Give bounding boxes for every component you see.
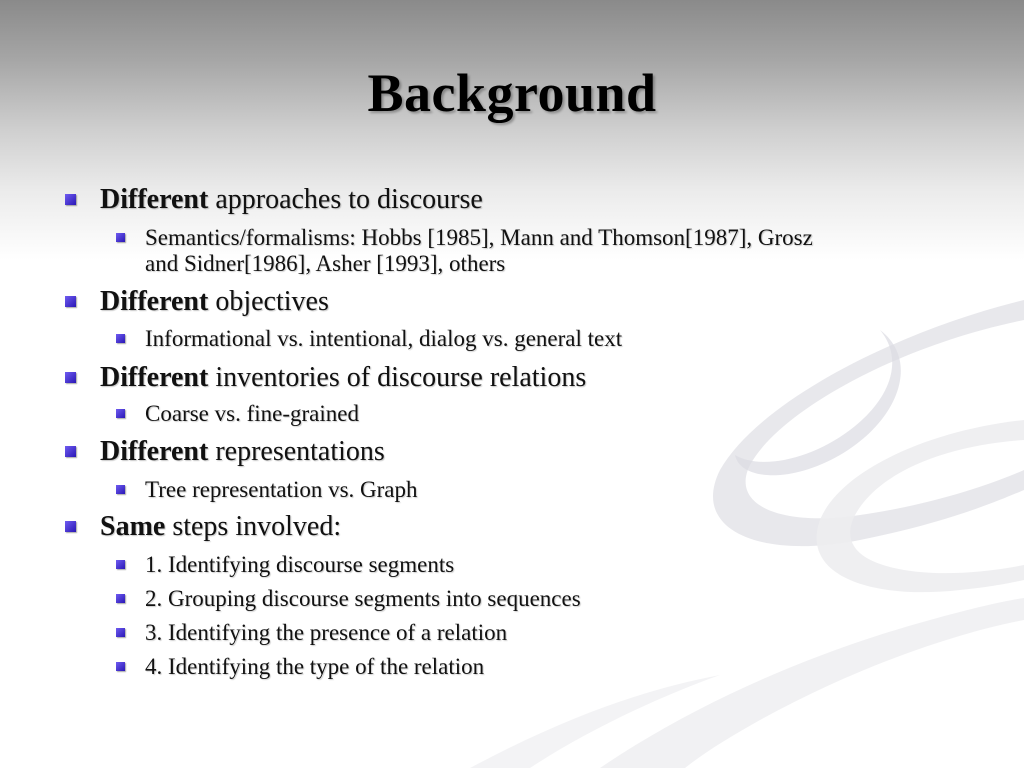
bullet-bold-word: Different [100, 362, 209, 393]
bullet-text: steps involved: [165, 511, 342, 542]
square-bullet-icon [116, 334, 125, 343]
square-bullet-icon [116, 409, 125, 418]
sub-bullet-item-coarse [145, 401, 359, 427]
sub-bullet-text: Tree representation vs. Graph [145, 477, 418, 502]
square-bullet-icon [65, 521, 76, 532]
sub-bullet-text: 1. Identifying discourse segments [145, 552, 455, 577]
bullet-text: objectives [208, 286, 329, 317]
bullet-item-inventories [100, 362, 586, 394]
square-bullet-icon [65, 296, 76, 307]
bullet-item-representations [100, 436, 385, 468]
bullet-bold-word: Same [100, 511, 166, 542]
sub-bullet-text: 4. Identifying the type of the relation [145, 654, 485, 679]
sub-bullet-item-tree [145, 477, 418, 503]
sub-bullet-text: 2. Grouping discourse segments into sequences [145, 586, 581, 611]
bullet-bold-word: Different [100, 184, 209, 215]
sub-bullet-text: Informational vs. intentional, dialog vs. general text [145, 326, 623, 351]
square-bullet-icon [116, 560, 125, 569]
square-bullet-icon [65, 194, 76, 205]
slide-title: Background [367, 63, 657, 123]
square-bullet-icon [116, 485, 125, 494]
sub-bullet-text-line-1: Semantics/formalisms: Hobbs [1985], Mann and Thomson[1987], Grosz [145, 225, 813, 250]
bullet-item-objectives [100, 286, 329, 318]
sub-bullet-text: 3. Identifying the presence of a relation [145, 620, 508, 645]
sub-bullet-item-informational [145, 326, 622, 352]
sub-bullet-item-step-4 [145, 654, 484, 680]
bullet-bold-word: Different [100, 286, 209, 317]
bullet-item-steps [100, 511, 341, 543]
square-bullet-icon [116, 233, 125, 242]
bullet-bold-word: Different [100, 436, 209, 467]
square-bullet-icon [65, 372, 76, 383]
square-bullet-icon [116, 628, 125, 637]
square-bullet-icon [65, 446, 76, 457]
bullet-text: inventories of discourse relations [208, 362, 587, 393]
sub-bullet-item-step-3 [145, 620, 507, 646]
sub-bullet-text: Coarse vs. fine-grained [145, 401, 359, 426]
sub-bullet-item-semantics [145, 225, 813, 277]
square-bullet-icon [116, 662, 125, 671]
sub-bullet-item-step-2 [145, 586, 581, 612]
bullet-text: approaches to discourse [208, 184, 483, 215]
bullet-text: representations [208, 436, 385, 467]
sub-bullet-item-step-1 [145, 552, 454, 578]
square-bullet-icon [116, 594, 125, 603]
bullet-item-approaches [100, 184, 483, 216]
sub-bullet-text-line-2: and Sidner[1986], Asher [1993], others [145, 251, 506, 276]
